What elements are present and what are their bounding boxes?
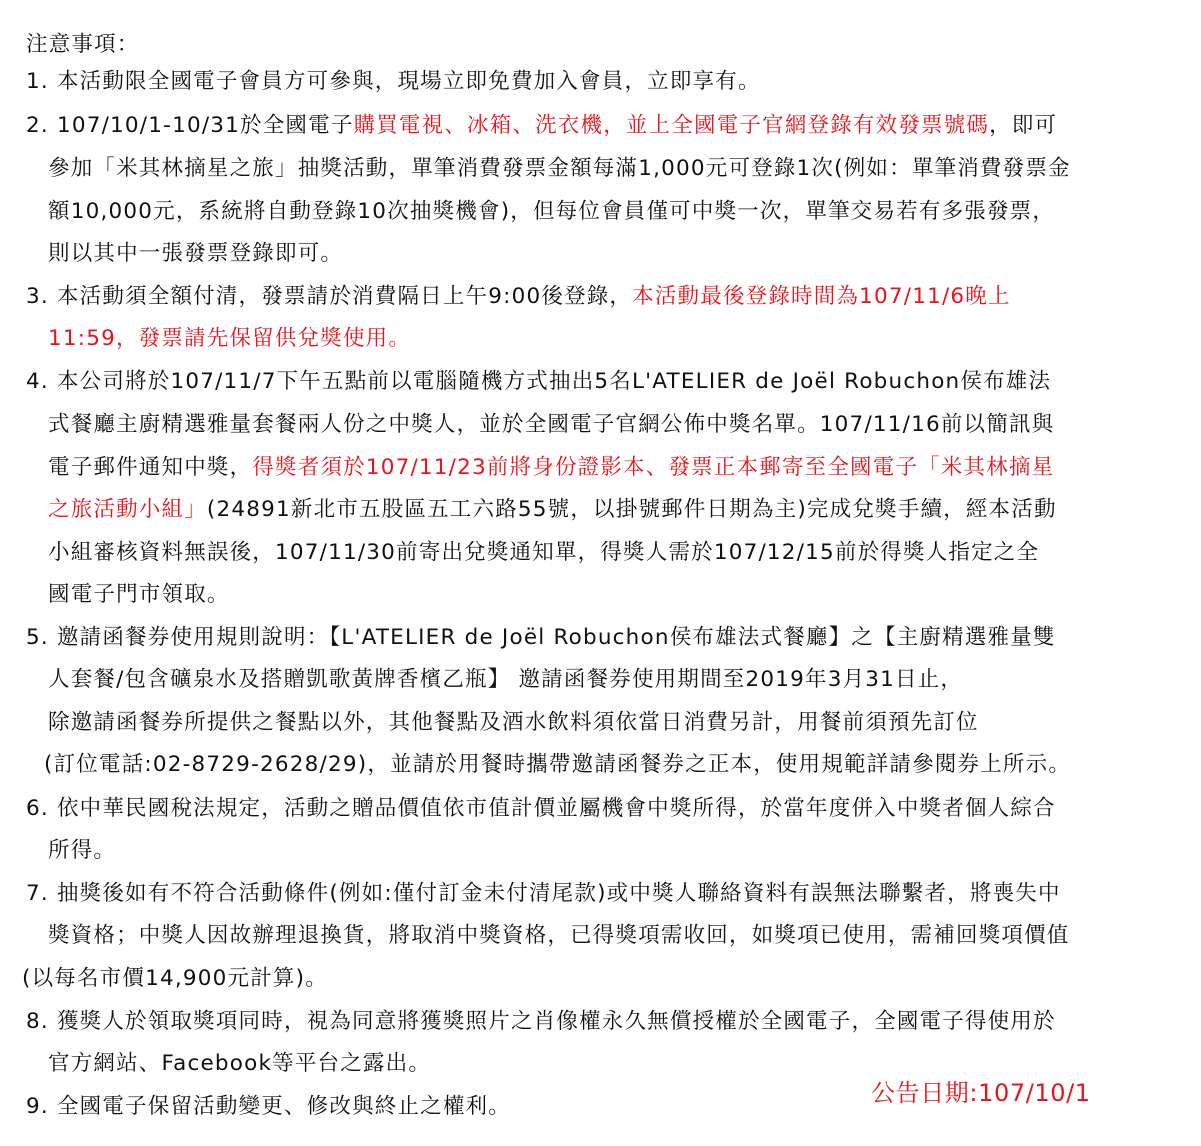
line-text: 9. 全國電子保留活動變更、修改與終止之權利。 bbox=[26, 1094, 511, 1119]
announcement-date: 公告日期:107/10/1 bbox=[871, 1079, 1091, 1107]
notice-line bbox=[22, 962, 328, 996]
notice-line bbox=[48, 237, 343, 271]
highlighted-text: 之旅活動小組」 bbox=[48, 497, 207, 522]
line-text: 獎資格；中獎人因故辦理退換貨，將取消中獎資格，已得獎項需收回，如獎項已使用，需補回獎項價值 bbox=[48, 923, 1070, 948]
highlighted-text: 得獎者須於107/11/23前將身份證影本、發票正本郵寄至全國電子「米其林摘星 bbox=[252, 455, 1055, 480]
notice-line bbox=[26, 280, 1011, 314]
notice-line bbox=[48, 1047, 431, 1081]
notice-line bbox=[26, 65, 761, 99]
notice-line bbox=[48, 706, 979, 740]
line-text: 4. 本公司將於107/11/7下午五點前以電腦隨機方式抽出5名L'ATELIER de Joël Robuchon侯布雄法 bbox=[26, 369, 1052, 394]
line-text: 式餐廳主廚精選雅量套餐兩人份之中獎人，並於全國電子官網公佈中獎名單。107/11/16前以簡訊與 bbox=[48, 412, 1055, 437]
notice-line bbox=[48, 322, 411, 356]
notice-heading: 注意事項： bbox=[26, 32, 140, 57]
highlighted-text: 本活動最後登錄時間為107/11/6晚上 bbox=[632, 284, 1011, 309]
highlighted-text: 購買電視、冰箱、洗衣機，並上全國電子官網登錄有效發票號碼 bbox=[353, 113, 990, 138]
notice-line bbox=[26, 1005, 1056, 1039]
line-text: 人套餐/包含礦泉水及搭贈凱歌黃牌香檳乙瓶】 邀請函餐券使用期間至2019年3月31日止， bbox=[48, 667, 964, 692]
line-text: 官方網站、Facebook等平台之露出。 bbox=[48, 1051, 432, 1076]
line-text: 額10,000元，系統將自動登錄10次抽獎機會)，但每位會員僅可中獎一次，單筆交易若有多張發票， bbox=[48, 199, 1056, 224]
notice-line bbox=[48, 578, 230, 612]
line-text: 電子郵件通知中獎， bbox=[48, 455, 253, 480]
highlighted-text: 11:59，發票請先保留供兌獎使用。 bbox=[48, 326, 412, 351]
line-text: 參加「米其林摘星之旅」抽獎活動，單筆消費發票金額每滿1,000元可登錄1次(例如：單筆消費發票金 bbox=[48, 156, 1071, 181]
line-text: 所得。 bbox=[48, 838, 117, 863]
line-text: 2. 107/10/1-10/31於全國電子 bbox=[26, 113, 354, 138]
notice-line bbox=[26, 792, 1056, 826]
notice-line bbox=[26, 877, 1061, 911]
notice-line bbox=[44, 748, 1071, 782]
line-text: 國電子門市領取。 bbox=[48, 582, 230, 607]
notice-line bbox=[26, 1090, 511, 1124]
line-text: 7. 抽獎後如有不符合活動條件(例如:僅付訂金未付清尾款)或中獎人聯絡資料有誤無法聯繫者，將喪失中 bbox=[26, 881, 1061, 906]
notice-line bbox=[48, 152, 1071, 186]
line-text: (訂位電話:02-8729-2628/29)，並請於用餐時攜帶邀請函餐券之正本，使用規範詳請參閱券上所示。 bbox=[44, 752, 1072, 777]
line-text: 5. 邀請函餐券使用規則說明：【L'ATELIER de Joël Robuchon侯布雄法式餐廳】之【主廚精選雅量雙 bbox=[26, 625, 1056, 650]
notice-line bbox=[48, 919, 1070, 953]
notice-line bbox=[26, 365, 1051, 399]
notice-line bbox=[48, 451, 1054, 485]
notice-line bbox=[48, 195, 1055, 229]
notice-line bbox=[48, 536, 1039, 570]
line-text: 8. 獲獎人於領取獎項同時，視為同意將獲獎照片之肖像權永久無償授權於全國電子，全國電子得使用於 bbox=[26, 1009, 1056, 1034]
line-text: 1. 本活動限全國電子會員方可參與，現場立即免費加入會員，立即享有。 bbox=[26, 69, 761, 94]
line-text: 3. 本活動須全額付清，發票請於消費隔日上午9:00後登錄， bbox=[26, 284, 633, 309]
line-text: 除邀請函餐券所提供之餐點以外，其他餐點及酒水飲料須依當日消費另計，用餐前須預先訂位 bbox=[48, 710, 979, 735]
line-text: ，即可 bbox=[989, 113, 1058, 138]
notice-line bbox=[48, 663, 963, 697]
line-text: 則以其中一張發票登錄即可。 bbox=[48, 241, 344, 266]
line-text: (24891新北市五股區五工六路55號，以掛號郵件日期為主)完成兌獎手續，經本活動 bbox=[206, 497, 1057, 522]
notice-line bbox=[26, 109, 1057, 143]
line-text: 6. 依中華民國稅法規定，活動之贈品價值依市值計價並屬機會中獎所得，於當年度併入中獎者個人綜合 bbox=[26, 796, 1056, 821]
notice-line bbox=[48, 834, 116, 868]
notice-line bbox=[48, 408, 1054, 442]
notice-line bbox=[26, 621, 1056, 655]
notice-line bbox=[48, 493, 1057, 527]
line-text: (以每名市價14,900元計算)。 bbox=[22, 966, 328, 991]
line-text: 小組審核資料無誤後，107/11/30前寄出兌獎通知單，得獎人需於107/12/15前於得獎人指定之全 bbox=[48, 540, 1040, 565]
